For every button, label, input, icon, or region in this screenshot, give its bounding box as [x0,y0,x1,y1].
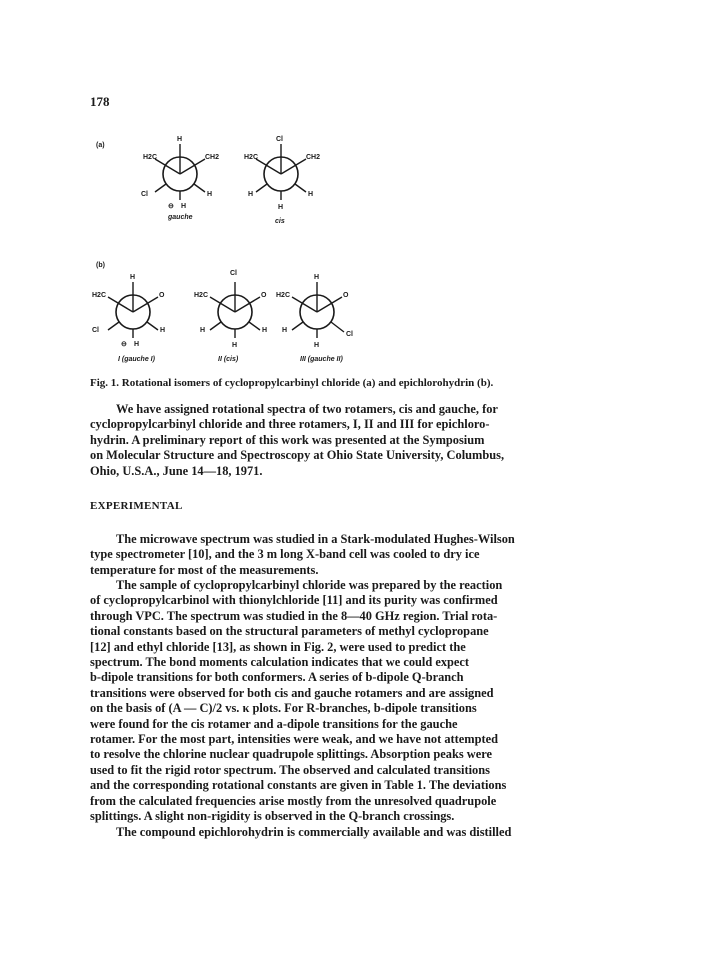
text-line: to resolve the chlorine nuclear quadrupole splittings. Absorption peaks were [90,747,493,762]
top-substituent: H [314,274,320,281]
text-line: Ohio, U.S.A., June 14—18, 1971. [90,463,263,478]
text-line: hydrin. A preliminary report of this work was presented at the Symposium [90,432,485,447]
text-line: The microwave spectrum was studied in a Stark-modulated Hughes-Wilson [116,532,515,546]
bottom-substituent: H [278,204,284,211]
bottom-substituent: H [314,342,320,349]
text-line: were found for the cis rotamer and a-dipole transitions for the gauche [90,716,458,731]
isomer-label-b-iii: III (gauche II) [300,356,343,363]
top-substituent: Cl [230,270,237,277]
text-line: through VPC. The spectrum was studied in the 8—40 GHz region. Trial rota- [90,608,498,623]
text-line: tional constants based on the structural parameters of methyl cyclopropane [90,624,489,639]
top-substituent: Cl [276,136,283,143]
lower-left-substituent: H [248,191,254,198]
text-line: We have assigned rotational spectra of two rotamers, cis and gauche, for [116,402,498,416]
text-line: type spectrometer [10], and the 3 m long X-band cell was cooled to dry ice [90,547,480,562]
upper-left-substituent: H2C [244,154,259,161]
upper-right-substituent: O [159,292,165,299]
lower-right-substituent: H [207,191,213,198]
lower-right-substituent: H [308,191,314,198]
text-line: [12] and ethyl chloride [13], as shown in Fig. 2, were used to predict the [90,639,466,654]
upper-right-substituent: O [343,292,349,299]
newman-projection-a-cis [236,132,326,212]
upper-left-substituent: H2C [194,292,209,299]
lone-pair-marker: ⊖ [121,341,127,348]
text-line: splittings. A slight non-rigidity is observed in the Q-branch crossings. [90,809,455,824]
figure-part-a-label: (a) [96,142,105,149]
lower-right-substituent: H [160,327,166,334]
isomer-label-b-ii: II (cis) [218,356,239,363]
newman-projection-b-gauche-i [88,270,178,350]
lower-left-substituent: H [282,327,288,334]
text-line: and the corresponding rotational constants are given in Table 1. The deviations [90,778,507,793]
figure-part-b-label: (b) [96,262,105,269]
intro-paragraph [90,402,650,479]
isomer-label-a-gauche: gauche [168,214,193,221]
text-line: temperature for most of the measurements. [90,562,319,577]
bottom-substituent: H [232,342,238,349]
upper-right-substituent: O [261,292,267,299]
newman-projection-b-gauche-ii [272,270,362,350]
lower-left-substituent: Cl [141,191,148,198]
text-line: The sample of cyclopropylcarbinyl chloride was prepared by the reaction [116,578,503,592]
page-number: 178 [90,94,110,109]
text-line: of cyclopropylcarbinol with thionylchloride [11] and its purity was confirmed [90,593,498,608]
top-substituent: H [177,136,183,143]
section-heading: EXPERIMENTAL [90,500,183,512]
text-line: from the calculated frequencies arise mostly from the unresolved quadrupole [90,793,497,808]
text-line: b-dipole transitions for both conformers. A series of b-dipole Q-branch [90,670,464,685]
top-substituent: H [130,274,136,281]
text-line: spectrum. The bond moments calculation indicates that we could expect [90,655,470,670]
bottom-substituent: H [181,203,187,210]
text-line: on the basis of (A — C)/2 vs. κ plots. For R-branches, b-dipole transitions [90,701,477,716]
bottom-substituent: H [134,341,140,348]
text-line: The compound epichlorohydrin is commercially available and was distilled [116,825,512,839]
upper-left-substituent: H2C [276,292,291,299]
experimental-paragraph-1 [90,532,650,578]
upper-left-substituent: H2C [143,154,158,161]
lower-right-substituent: Cl [346,331,353,338]
newman-projection-a-gauche [135,132,225,212]
lower-left-substituent: H [200,327,206,334]
isomer-label-a-cis: cis [275,218,285,225]
text-line: rotamer. For the most part, intensities were weak, and we have not attempted [90,732,499,747]
upper-left-substituent: H2C [92,292,107,299]
experimental-paragraph-3 [90,825,650,840]
text-line: transitions were observed for both cis and gauche rotamers and are assigned [90,685,494,700]
lone-pair-marker: ⊖ [168,203,174,210]
upper-right-substituent: CH2 [306,154,321,161]
lower-left-substituent: Cl [92,327,99,334]
experimental-paragraph-2 [90,578,650,825]
text-line: used to fit the rigid rotor spectrum. The observed and calculated transitions [90,762,490,777]
upper-right-substituent: CH2 [205,154,220,161]
lower-right-substituent: H [262,327,268,334]
text-line: cyclopropylcarbinyl chloride and three rotamers, I, II and III for epichloro- [90,417,490,432]
text-line: on Molecular Structure and Spectroscopy at Ohio State University, Columbus, [90,448,505,463]
newman-projection-b-cis-ii [190,270,280,350]
isomer-label-b-i: I (gauche I) [118,356,155,363]
figure-caption: Fig. 1. Rotational isomers of cyclopropylcarbinyl chloride (a) and epichlorohydrin (b). [90,377,494,389]
